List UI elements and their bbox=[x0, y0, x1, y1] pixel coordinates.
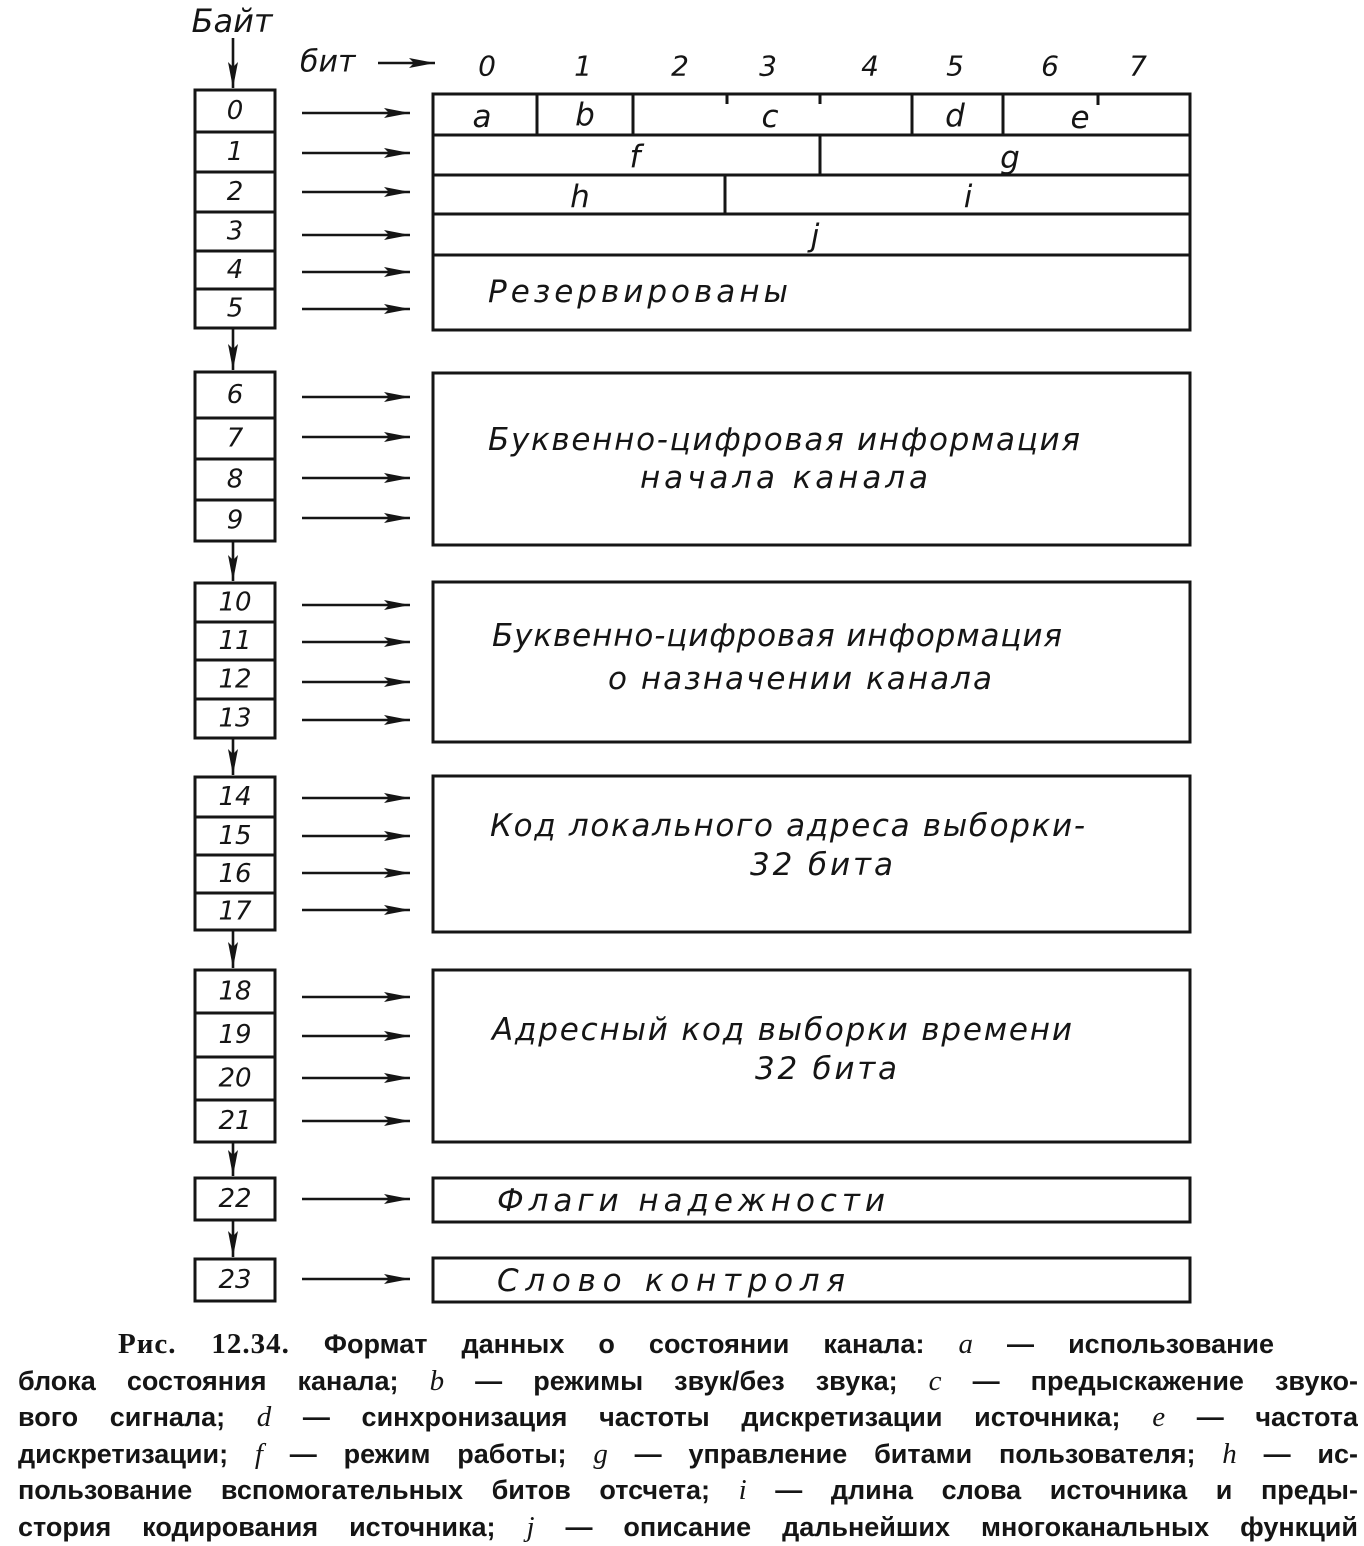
byte-row bbox=[195, 660, 410, 699]
local-address-line-1: Код локального адреса выборки- bbox=[490, 808, 1085, 844]
local-address-line-2: 32 бита bbox=[750, 847, 893, 883]
bit-number: 2 bbox=[671, 49, 689, 83]
byte-row bbox=[195, 1057, 410, 1100]
caption-text: — использование bbox=[972, 1329, 1275, 1359]
byte-number: 1 bbox=[226, 137, 244, 167]
byte-number: 12 bbox=[218, 664, 252, 695]
caption-field-letter: e bbox=[1152, 1401, 1166, 1433]
bit-number: 4 bbox=[861, 49, 879, 83]
byte-row bbox=[195, 132, 410, 172]
caption-field-letter: d bbox=[256, 1401, 272, 1433]
field-c: c bbox=[761, 99, 779, 135]
crc-label: Слово контроля bbox=[497, 1263, 845, 1299]
caption-text: — предыскажение звуко- bbox=[941, 1365, 1358, 1396]
bit-number: 3 bbox=[759, 49, 777, 83]
bytes-18-21-block bbox=[433, 970, 1190, 1142]
byte-number: 5 bbox=[226, 293, 244, 324]
byte-number: 8 bbox=[226, 464, 244, 495]
bytes-6-9-block bbox=[433, 373, 1190, 545]
byte-number: 7 bbox=[226, 423, 244, 454]
bit-number: 7 bbox=[1129, 49, 1147, 83]
caption-text: Формат данных о состоянии канала: bbox=[289, 1329, 959, 1359]
caption-text: блока состояния канала; bbox=[18, 1365, 430, 1396]
byte-number: 22 bbox=[218, 1184, 252, 1214]
source-info-line-1: Буквенно-цифровая информация bbox=[488, 422, 1080, 458]
byte-number: 16 bbox=[218, 859, 252, 889]
time-address-line-2: 32 бита bbox=[755, 1051, 897, 1087]
caption-text: — частота bbox=[1165, 1402, 1358, 1432]
caption-text: пользование вспомогательных битов отсчета; bbox=[18, 1475, 739, 1505]
field-g: g bbox=[1000, 140, 1020, 176]
field-h: h bbox=[570, 179, 590, 215]
caption-line bbox=[18, 1363, 1358, 1400]
caption-field-letter: c bbox=[928, 1364, 942, 1397]
byte-number: 18 bbox=[218, 976, 252, 1007]
byte-number: 19 bbox=[218, 1020, 252, 1050]
byte-row bbox=[195, 1259, 410, 1301]
byte-23-block bbox=[433, 1258, 1190, 1302]
caption-line bbox=[18, 1472, 1358, 1509]
caption-text: — режим работы; bbox=[262, 1438, 594, 1469]
reserved-label: Резервированы bbox=[488, 274, 788, 310]
byte-number: 13 bbox=[218, 703, 252, 734]
byte-number: 6 bbox=[226, 380, 244, 410]
byte-number: 11 bbox=[218, 626, 252, 656]
byte-axis-label: Байт bbox=[191, 2, 273, 40]
caption-field-letter: a bbox=[958, 1328, 973, 1360]
caption-text: — режимы звук/без звука; bbox=[444, 1365, 929, 1396]
byte-row bbox=[195, 777, 410, 817]
caption-field-letter: b bbox=[429, 1364, 445, 1397]
byte-number: 3 bbox=[226, 216, 244, 247]
bit-number: 5 bbox=[946, 49, 964, 83]
bytes-6-9-frame bbox=[433, 373, 1190, 545]
byte-row bbox=[195, 1178, 410, 1220]
caption-field-letter: h bbox=[1222, 1437, 1237, 1470]
bit-number: 1 bbox=[574, 49, 592, 83]
field-b: b bbox=[575, 97, 595, 133]
field-e: e bbox=[1070, 100, 1090, 136]
field-j: j bbox=[810, 218, 820, 254]
figure-label: Рис. 12.34. bbox=[118, 1328, 290, 1360]
caption-text: стория кодирования источника; bbox=[18, 1511, 527, 1542]
byte-row bbox=[195, 1013, 410, 1057]
field-i: i bbox=[963, 179, 973, 215]
field-f: f bbox=[629, 139, 641, 175]
byte-number: 23 bbox=[218, 1265, 252, 1295]
byte-row bbox=[195, 970, 410, 1013]
bytes-10-13-block bbox=[433, 582, 1190, 742]
byte-row bbox=[195, 90, 410, 132]
byte-row bbox=[195, 1100, 410, 1142]
bit-number: 0 bbox=[478, 49, 496, 83]
bytes-0-5-fields bbox=[433, 94, 1190, 330]
caption-text: — ис- bbox=[1236, 1438, 1358, 1469]
caption-text: — синхронизация частоты дискретизации источника; bbox=[271, 1402, 1153, 1432]
time-address-line-1: Адресный код выборки времени bbox=[492, 1012, 1072, 1048]
caption-field-letter: f bbox=[254, 1437, 263, 1470]
caption-text: — управление битами пользователя; bbox=[607, 1438, 1223, 1469]
byte-number: 2 bbox=[226, 177, 244, 207]
caption-field-letter: g bbox=[593, 1437, 608, 1470]
caption-line bbox=[18, 1326, 1358, 1363]
caption-text: — описание дальнейших многоканальных функций bbox=[534, 1511, 1358, 1542]
byte-row bbox=[195, 372, 410, 418]
byte-number: 14 bbox=[218, 782, 252, 812]
source-info-line-2: начала канала bbox=[640, 460, 928, 496]
field-d: d bbox=[945, 98, 965, 134]
caption-line bbox=[18, 1436, 1358, 1473]
byte-row bbox=[195, 212, 410, 251]
destination-info-line-1: Буквенно-цифровая информация bbox=[492, 618, 1062, 654]
caption-field-letter: i bbox=[738, 1474, 747, 1506]
byte-number: 17 bbox=[218, 896, 252, 927]
byte-number: 0 bbox=[226, 96, 244, 126]
caption-text: дискретизации; bbox=[18, 1438, 255, 1469]
bytes-14-17-block bbox=[433, 776, 1190, 932]
byte-number: 9 bbox=[226, 505, 244, 536]
caption-line bbox=[18, 1509, 1358, 1546]
byte-row bbox=[195, 855, 410, 893]
reliability-flags-label: Флаги надежности bbox=[497, 1183, 885, 1219]
figure-caption bbox=[18, 1326, 1358, 1545]
field-a: a bbox=[472, 99, 492, 135]
bit-axis-label: бит bbox=[300, 44, 356, 80]
byte-row bbox=[195, 289, 410, 328]
byte-number: 21 bbox=[218, 1106, 252, 1136]
byte-row bbox=[195, 459, 410, 500]
byte-row bbox=[195, 699, 410, 738]
bit-number: 6 bbox=[1041, 49, 1059, 83]
byte-22-block bbox=[433, 1178, 1190, 1222]
byte-number: 15 bbox=[218, 821, 252, 851]
byte-row bbox=[195, 583, 410, 622]
destination-info-line-2: о назначении канала bbox=[608, 661, 992, 697]
byte-row bbox=[195, 893, 410, 930]
caption-line bbox=[18, 1399, 1358, 1436]
byte-row bbox=[195, 418, 410, 459]
caption-field-letter: j bbox=[526, 1510, 535, 1543]
caption-text: — длина слова источника и преды- bbox=[746, 1475, 1358, 1505]
byte-row bbox=[195, 817, 410, 855]
byte-row bbox=[195, 622, 410, 660]
byte-number: 10 bbox=[218, 587, 252, 618]
byte-row bbox=[195, 251, 410, 289]
byte-number: 20 bbox=[218, 1063, 252, 1094]
byte-row bbox=[195, 500, 410, 541]
byte-row bbox=[195, 172, 410, 212]
caption-text: вого сигнала; bbox=[18, 1402, 257, 1432]
byte-number: 4 bbox=[226, 255, 244, 285]
